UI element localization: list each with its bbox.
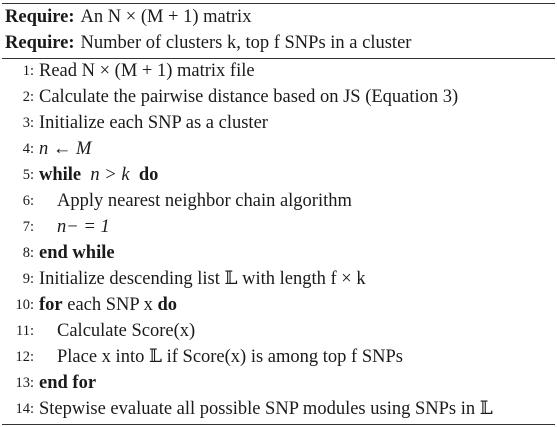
step-number: 13: [15,375,34,391]
require-keyword: Require: [5,33,75,53]
step-3 [0,110,557,136]
step-number: 8: [22,245,34,261]
header-rule [2,58,555,59]
step-text: Initialize each SNP as a cluster [39,113,268,133]
loop-condition: each SNP x [67,295,153,315]
require-keyword: Require: [5,7,75,27]
step-8 [0,240,557,266]
step-text: Calculate Score(x) [57,321,196,341]
step-number: 2: [22,89,34,105]
step-number: 7: [22,219,34,235]
require-line-1 [5,4,557,30]
bottom-rule [2,424,555,425]
step-text: end while [39,243,115,263]
step-text: Stepwise evaluate all possible SNP modules using SNPs in 𝕃 [39,399,493,419]
step-text: Read N × (M + 1) matrix file [39,61,255,81]
step-number: 1: [22,63,34,79]
step-number: 6: [22,193,34,209]
step-text: n− = 1 [57,217,110,237]
require-text: Number of clusters k, top f SNPs in a cluster [80,33,412,53]
step-text [39,292,177,318]
step-13 [0,370,557,396]
step-text: Calculate the pairwise distance based on JS (Equation 3) [39,87,459,107]
loop-condition: n > k [90,165,130,185]
step-text [39,162,158,188]
step-number: 12: [15,349,34,365]
step-6 [0,188,557,214]
step-text: Initialize descending list 𝕃 with length f × k [39,269,366,289]
step-10 [0,292,557,318]
do-keyword: do [138,165,159,185]
require-text: An N × (M + 1) matrix [80,7,252,27]
step-12 [0,344,557,370]
step-1 [0,58,557,84]
for-keyword: for [39,295,63,315]
step-number: 9: [22,271,34,287]
step-text: Place x into 𝕃 if Score(x) is among top f SNPs [57,347,403,367]
step-number: 4: [22,141,34,157]
step-4 [0,136,557,162]
step-14 [0,396,557,422]
step-9 [0,266,557,292]
step-number: 5: [22,167,34,183]
step-number: 14: [15,401,34,417]
require-line-2 [5,30,557,56]
step-text: Apply nearest neighbor chain algorithm [57,191,352,211]
step-11 [0,318,557,344]
step-2 [0,84,557,110]
step-number: 10: [15,297,34,313]
step-7 [0,214,557,240]
do-keyword: do [157,295,178,315]
while-keyword: while [39,165,82,185]
step-5 [0,162,557,188]
step-number: 3: [22,115,34,131]
step-text: n ← M [39,139,92,159]
step-text: end for [39,373,97,393]
step-number: 11: [16,323,34,339]
